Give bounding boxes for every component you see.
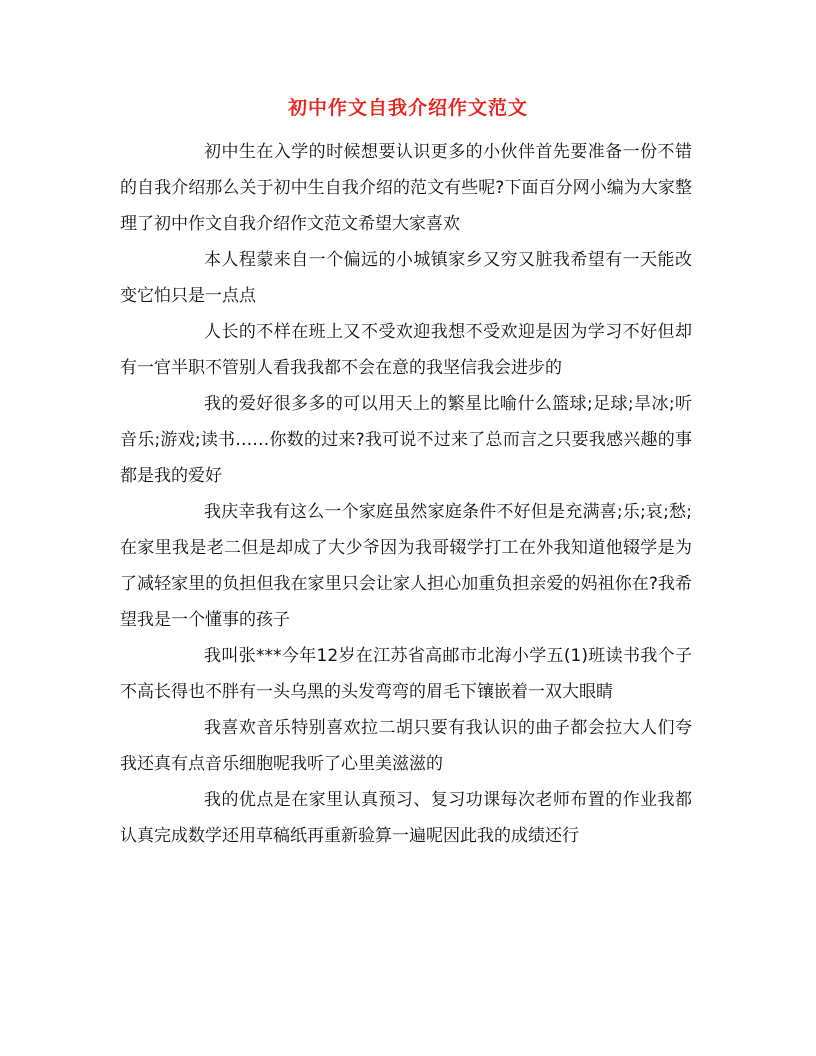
paragraph-hobbies: 我的爱好很多多的可以用天上的繁星比喻什么篮球;足球;旱冰;听音乐;游戏;读书……你数的过来?我可说不过来了总而言之只要我感兴趣的事都是我的爱好 [120, 394, 692, 486]
paragraph-self-description: 我叫张***今年12岁在江苏省高邮市北海小学五(1)班读书我个子不高长得也不胖有一头乌黑的头发弯弯的眉毛下镶嵌着一双大眼睛 [120, 646, 692, 702]
paragraph-class: 人长的不样在班上又不受欢迎我想不受欢迎是因为学习不好但却有一官半职不管别人看我我都不会在意的我坚信我会进步的 [120, 322, 692, 378]
paragraph-family: 我庆幸我有这么一个家庭虽然家庭条件不好但是充满喜;乐;哀;愁;在家里我是老二但是却成了大少爷因为我哥辍学打工在外我知道他辍学是为了减轻家里的负担但我在家里只会让家人担心加重负担亲爱的妈祖你在?我希望我是一个懂事的孩子 [120, 502, 692, 630]
document-body [120, 134, 692, 854]
paragraph-strengths: 我的优点是在家里认真预习、复习功课每次老师布置的作业我都认真完成数学还用草稿纸再重新验算一遍呢因此我的成绩还行 [120, 790, 692, 846]
paragraph-hometown: 本人程蒙来自一个偏远的小城镇家乡又穷又脏我希望有一天能改变它怕只是一点点 [120, 250, 692, 306]
document-title: 初中作文自我介绍作文范文 [287, 97, 528, 119]
paragraph-intro: 初中生在入学的时候想要认识更多的小伙伴首先要准备一份不错的自我介绍那么关于初中生自我介绍的范文有些呢?下面百分网小编为大家整理了初中作文自我介绍作文范文希望大家喜欢 [120, 142, 692, 234]
paragraph-music: 我喜欢音乐特别喜欢拉二胡只要有我认识的曲子都会拉大人们夸我还真有点音乐细胞呢我听了心里美滋滋的 [120, 718, 692, 774]
